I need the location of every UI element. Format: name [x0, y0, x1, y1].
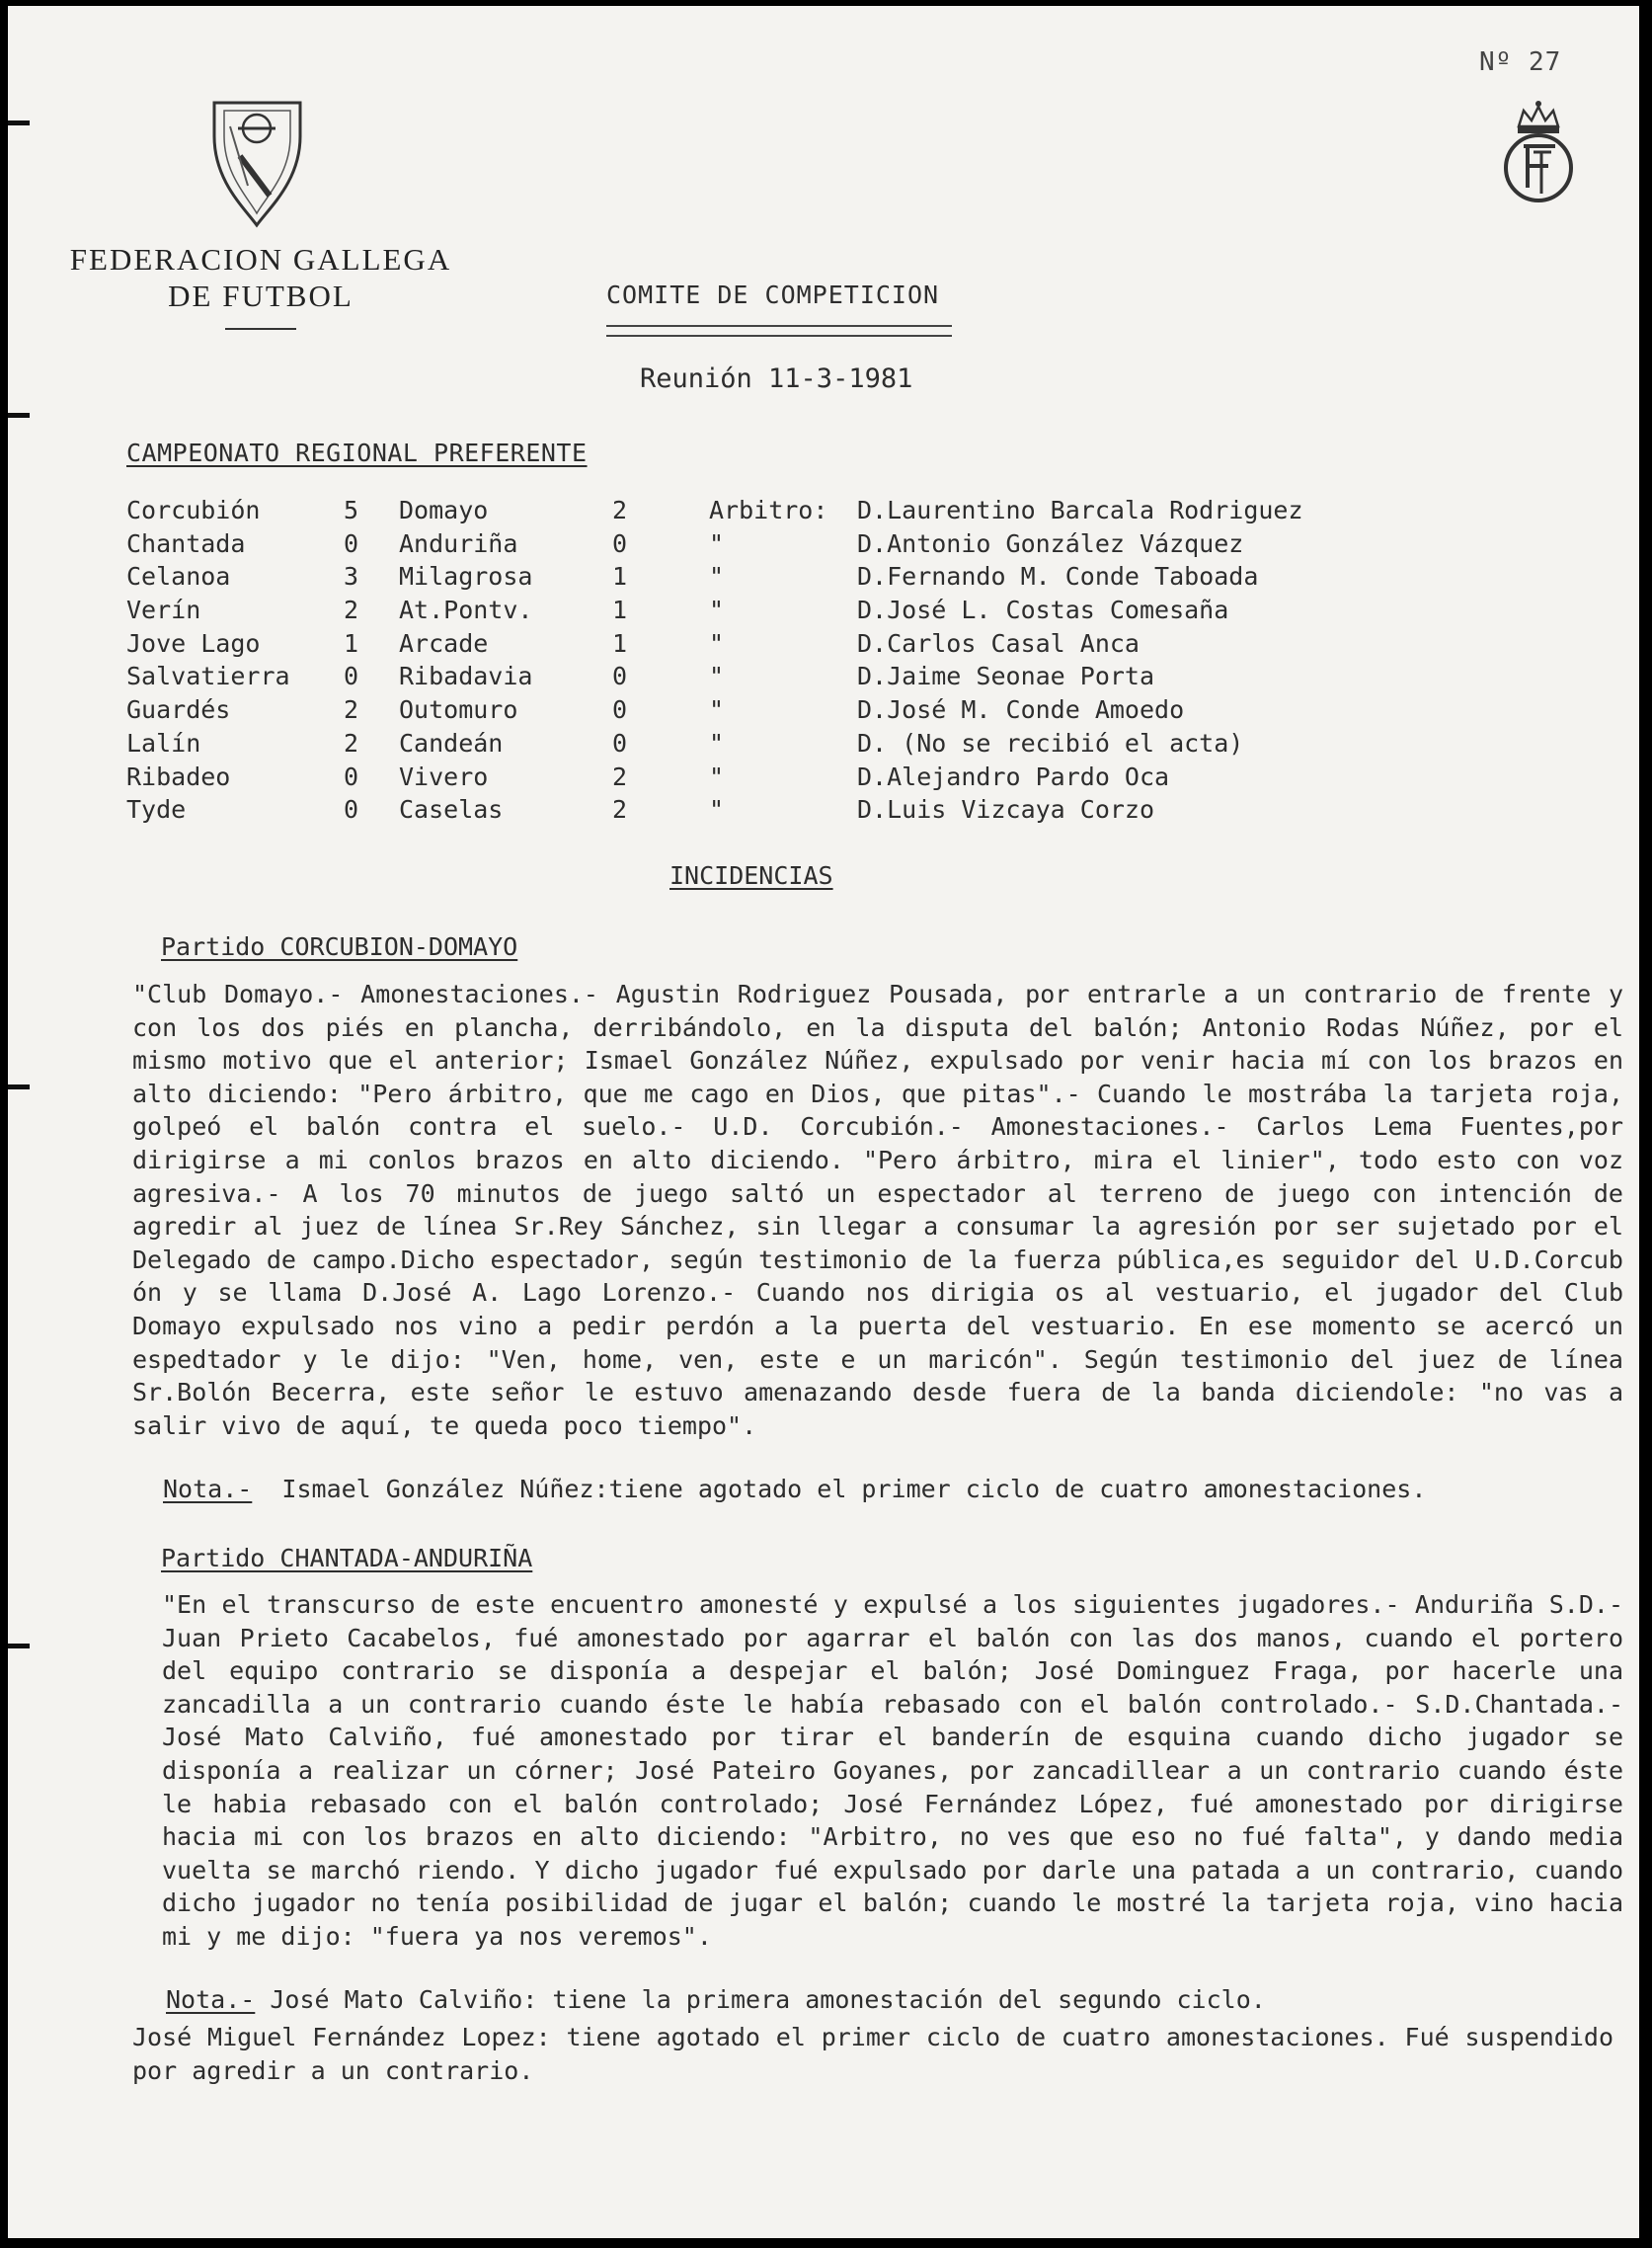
referee-label: ": [709, 728, 725, 758]
match2-report: "En el transcurso de este encuentro amonesté y expulsé a los siguientes jugadores.- Anduriña S.D.- Juan Prieto Cacabelos, fué amonestado por agarrar el balón con las dos manos, cuando el portero del equipo contrario se disponía a despejar el balón; José Dominguez Fraga, por hacerle una zancadilla a un contrario cuando éste le había rebasado con el balón controlado.- S.D.Chantada.- José Mato Calviño, fué amonestado por tirar el banderín de esquina cuando dicho jugador se disponía a realizar un córner; José Pateiro Goyanes, por zancadillear a un contrario cuando éste le habia rebasado con el balón controlado; José Fernández López, fué amonestado por dirigirse hacia mi con los brazos en alto diciendo: "Arbitro, no ves que eso no fué falta", y dando media vuelta se marchó riendo. Y dicho jugador fué expulsado por darle una patada a un contrario, cuando dicho jugador no tenía posibilidad de jugar el balón; cuando le mostré la tarjeta roja, vino hacia mi y me dijo: "fuera ya nos veremos".: [162, 1590, 1623, 1951]
document-number: Nº 27: [1479, 47, 1562, 77]
away-team: Milagrosa: [399, 562, 533, 592]
home-score: 1: [344, 628, 359, 658]
away-score: 0: [612, 728, 628, 758]
referee-name: D.José L. Costas Comesaña: [857, 596, 1229, 625]
home-score: 0: [344, 762, 359, 791]
referee-label: ": [709, 562, 725, 592]
double-rule: [606, 325, 952, 337]
incidencias-heading: INCIDENCIAS: [669, 861, 833, 890]
note-label: Nota.-: [163, 1475, 253, 1503]
home-team: Jove Lago: [126, 628, 261, 658]
federation-underline: [225, 328, 296, 330]
home-team: Tyde: [126, 795, 187, 825]
home-score: 0: [344, 795, 359, 825]
referee-name: D.Antonio González Vázquez: [857, 528, 1244, 558]
away-score: 2: [612, 496, 628, 524]
away-team: Anduriña: [399, 528, 518, 558]
federation-shield-logo: [210, 97, 304, 230]
binder-mark: [8, 413, 30, 418]
home-team: Guardés: [126, 695, 231, 725]
home-team: Chantada: [126, 528, 246, 558]
away-score: 1: [612, 596, 628, 625]
federation-name-line1: FEDERACION GALLEGA: [69, 242, 452, 277]
referee-name: D.Laurentino Barcala Rodriguez: [857, 496, 1303, 524]
away-team: Caselas: [399, 795, 504, 825]
match2-title: Partido CHANTADA-ANDURIÑA: [161, 1544, 533, 1572]
home-score: 2: [344, 728, 359, 758]
note-text: Ismael González Núñez:tiene agotado el primer ciclo de cuatro amonestaciones.: [281, 1475, 1427, 1503]
away-team: Arcade: [399, 628, 489, 658]
referee-name: D.José M. Conde Amoedo: [857, 695, 1185, 725]
home-score: 2: [344, 695, 359, 725]
meeting-date: Reunión 11-3-1981: [640, 363, 913, 394]
home-score: 5: [344, 496, 359, 524]
federation-name: [63, 241, 458, 330]
away-score: 0: [612, 662, 628, 691]
home-score: 0: [344, 662, 359, 691]
referee-name: D.Carlos Casal Anca: [857, 628, 1140, 658]
match1-note: [163, 1475, 1426, 1503]
away-team: Domayo: [399, 496, 489, 524]
referee-name: D. (No se recibió el acta): [857, 728, 1244, 758]
referee-label: ": [709, 596, 725, 625]
away-team: Outomuro: [399, 695, 518, 725]
away-score: 0: [612, 695, 628, 725]
away-team: Ribadavia: [399, 662, 533, 691]
referee-name: D.Luis Vizcaya Corzo: [857, 795, 1155, 825]
home-score: 3: [344, 562, 359, 592]
home-team: Lalín: [126, 728, 201, 758]
binder-mark: [8, 120, 30, 125]
note-text: José Mato Calviño: tiene la primera amonestación del segundo ciclo.: [270, 1985, 1266, 2014]
away-score: 2: [612, 762, 628, 791]
home-team: Ribadeo: [126, 762, 231, 791]
referee-label: ": [709, 628, 725, 658]
away-team: At.Pontv.: [399, 596, 533, 625]
away-score: 1: [612, 562, 628, 592]
referee-label: Arbitro:: [709, 496, 828, 524]
binder-mark: [8, 1644, 30, 1648]
home-team: Verín: [126, 596, 201, 625]
match2-note: [166, 1985, 1266, 2014]
note-label: Nota.-: [166, 1985, 256, 2014]
home-team: Celanoa: [126, 562, 231, 592]
document-page: [8, 6, 1639, 2238]
referee-name: D.Alejandro Pardo Oca: [857, 762, 1170, 791]
committee-title: COMITE DE COMPETICION: [606, 281, 940, 309]
referee-label: ": [709, 695, 725, 725]
crown-seal-logo: [1494, 97, 1583, 210]
referee-name: D.Fernando M. Conde Taboada: [857, 562, 1259, 592]
away-team: Vivero: [399, 762, 489, 791]
referee-label: ": [709, 762, 725, 791]
away-score: 2: [612, 795, 628, 825]
referee-label: ": [709, 795, 725, 825]
away-score: 0: [612, 528, 628, 558]
referee-name: D.Jaime Seonae Porta: [857, 662, 1155, 691]
home-team: Corcubión: [126, 496, 261, 524]
binder-mark: [8, 1084, 30, 1089]
home-score: 0: [344, 528, 359, 558]
match1-title: Partido CORCUBION-DOMAYO: [161, 932, 518, 961]
away-team: Candeán: [399, 728, 504, 758]
championship-heading: CAMPEONATO REGIONAL PREFERENTE: [126, 439, 588, 467]
away-score: 1: [612, 628, 628, 658]
federation-name-line2: DE FUTBOL: [168, 279, 354, 313]
home-team: Salvatierra: [126, 662, 290, 691]
referee-label: ": [709, 662, 725, 691]
match2-note-continued: José Miguel Fernández Lopez: tiene agotado el primer ciclo de cuatro amonestaciones. Fué suspendido por agredir a un contrario.: [132, 2023, 1613, 2085]
home-score: 2: [344, 596, 359, 625]
match1-report: "Club Domayo.- Amonestaciones.- Agustin Rodriguez Pousada, por entrarle a un contrario de frente y con los dos piés en plancha, derribándolo, en la disputa del balón; Antonio Rodas Núñez, por el mismo motivo que el anterior; Ismael González Núñez, expulsado por venir hacia mí con los brazos en alto diciendo: "Pero árbitro, que me cago en Dios, que pitas".- Cuando le mostrába la tarjeta roja, golpeó el balón contra el suelo.- U.D. Corcubión.- Amonestaciones.- Carlos Lema Fuentes,por dirigirse a mi conlos brazos en alto diciendo. "Pero árbitro, mira el linier", todo esto con voz agresiva.- A los 70 minutos de juego saltó un espectador al terreno de juego con intención de agredir al juez de línea Sr.Rey Sánchez, sin llegar a consumar la agresión por ser sujetado por el Delegado de campo.Dicho espectador, según testimonio de la fuerza pública,es seguidor del U.D.Corcub ón y se llama D.José A. Lago Lorenzo.- Cuando nos dirigia os al vestuario, el jugador del Club Domayo expulsado nos vino a pedir perdón a la puerta del vestuario. En ese momento se acercó un espedtador y le dijo: "Ven, home, ven, este e un maricón". Según testimonio del juez de línea Sr.Bolón Becerra, este señor le estuvo amenazando desde fuera de la banda diciendole: "no vas a salir vivo de aquí, te queda poco tiempo".: [132, 980, 1623, 1440]
referee-label: ": [709, 528, 725, 558]
